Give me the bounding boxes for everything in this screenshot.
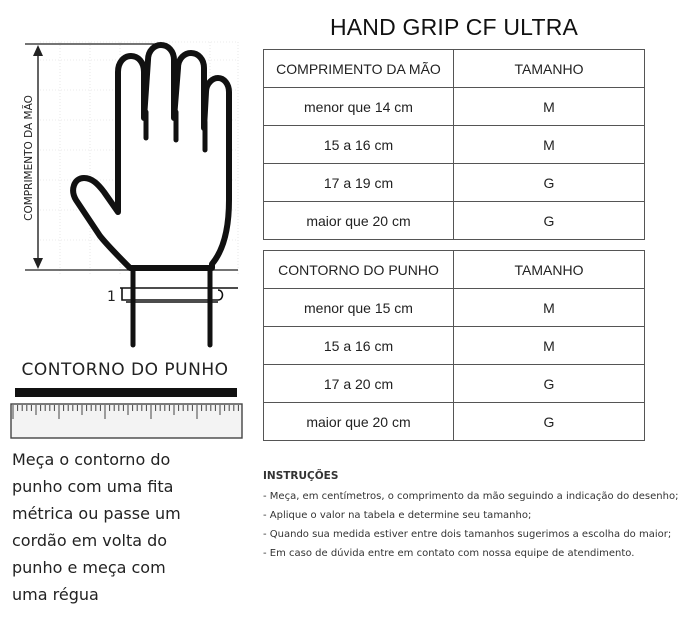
table-header-row bbox=[264, 50, 645, 88]
table-row bbox=[264, 164, 645, 202]
text-line: Meça o contorno do bbox=[12, 450, 171, 469]
wrist-size-table bbox=[263, 250, 645, 441]
instruction-line: - Quando sua medida estiver entre dois tamanhos sugerimos a escolha do maior; bbox=[263, 529, 672, 540]
column-header-hand-length: COMPRIMENTO DA MÃO bbox=[264, 50, 454, 88]
measure-cell: 17 a 20 cm bbox=[264, 365, 454, 403]
size-cell: G bbox=[454, 202, 645, 240]
text-line: uma régua bbox=[12, 585, 99, 604]
table-row bbox=[264, 403, 645, 441]
table-header-row bbox=[264, 251, 645, 289]
text-line: punho e meça com bbox=[12, 558, 166, 577]
hand-length-size-table bbox=[263, 49, 645, 240]
forearm-outline bbox=[133, 268, 210, 345]
instruction-line: - Em caso de dúvida entre em contato com nossa equipe de atendimento. bbox=[263, 548, 635, 559]
measure-cell: maior que 20 cm bbox=[264, 403, 454, 441]
table-row bbox=[264, 202, 645, 240]
instructions-section bbox=[263, 467, 698, 563]
hand-outline-icon bbox=[73, 45, 229, 268]
instruction-line: - Aplique o valor na tabela e determine seu tamanho; bbox=[263, 510, 532, 521]
instructions-heading: INSTRUÇÕES bbox=[263, 470, 339, 482]
wrist-caption: CONTORNO DO PUNHO bbox=[21, 360, 229, 380]
column-header-wrist: CONTORNO DO PUNHO bbox=[264, 251, 454, 289]
size-cell: M bbox=[454, 126, 645, 164]
measure-cell: 15 a 16 cm bbox=[264, 327, 454, 365]
measure-cell: 17 a 19 cm bbox=[264, 164, 454, 202]
column-header-size: TAMANHO bbox=[454, 251, 645, 289]
wrist-measure-loop bbox=[120, 288, 238, 302]
size-cell: G bbox=[454, 403, 645, 441]
ruler-icon bbox=[11, 404, 242, 438]
column-header-size: TAMANHO bbox=[454, 50, 645, 88]
wrist-measurement-text bbox=[12, 446, 192, 608]
size-cell: M bbox=[454, 88, 645, 126]
size-cell: G bbox=[454, 365, 645, 403]
measure-cell: maior que 20 cm bbox=[264, 202, 454, 240]
caption-underline-bar bbox=[15, 388, 237, 397]
table-row bbox=[264, 289, 645, 327]
size-cell: M bbox=[454, 327, 645, 365]
table-row bbox=[264, 88, 645, 126]
hand-length-label: COMPRIMENTO DA MÃO bbox=[23, 95, 35, 221]
text-line: métrica ou passe um bbox=[12, 504, 181, 523]
table-row bbox=[264, 126, 645, 164]
measure-cell: 15 a 16 cm bbox=[264, 126, 454, 164]
text-line: cordão em volta do bbox=[12, 531, 168, 550]
size-cell: M bbox=[454, 289, 645, 327]
measure-cell: menor que 15 cm bbox=[264, 289, 454, 327]
table-row bbox=[264, 365, 645, 403]
instruction-line: - Meça, em centímetros, o comprimento da mão seguindo a indicação do desenho; bbox=[263, 491, 679, 502]
wrist-marker-number: 1 bbox=[107, 289, 116, 305]
page-title: HAND GRIP CF ULTRA bbox=[329, 14, 579, 40]
size-cell: G bbox=[454, 164, 645, 202]
measure-cell: menor que 14 cm bbox=[264, 88, 454, 126]
text-line: punho com uma fita bbox=[12, 477, 174, 496]
table-row bbox=[264, 327, 645, 365]
